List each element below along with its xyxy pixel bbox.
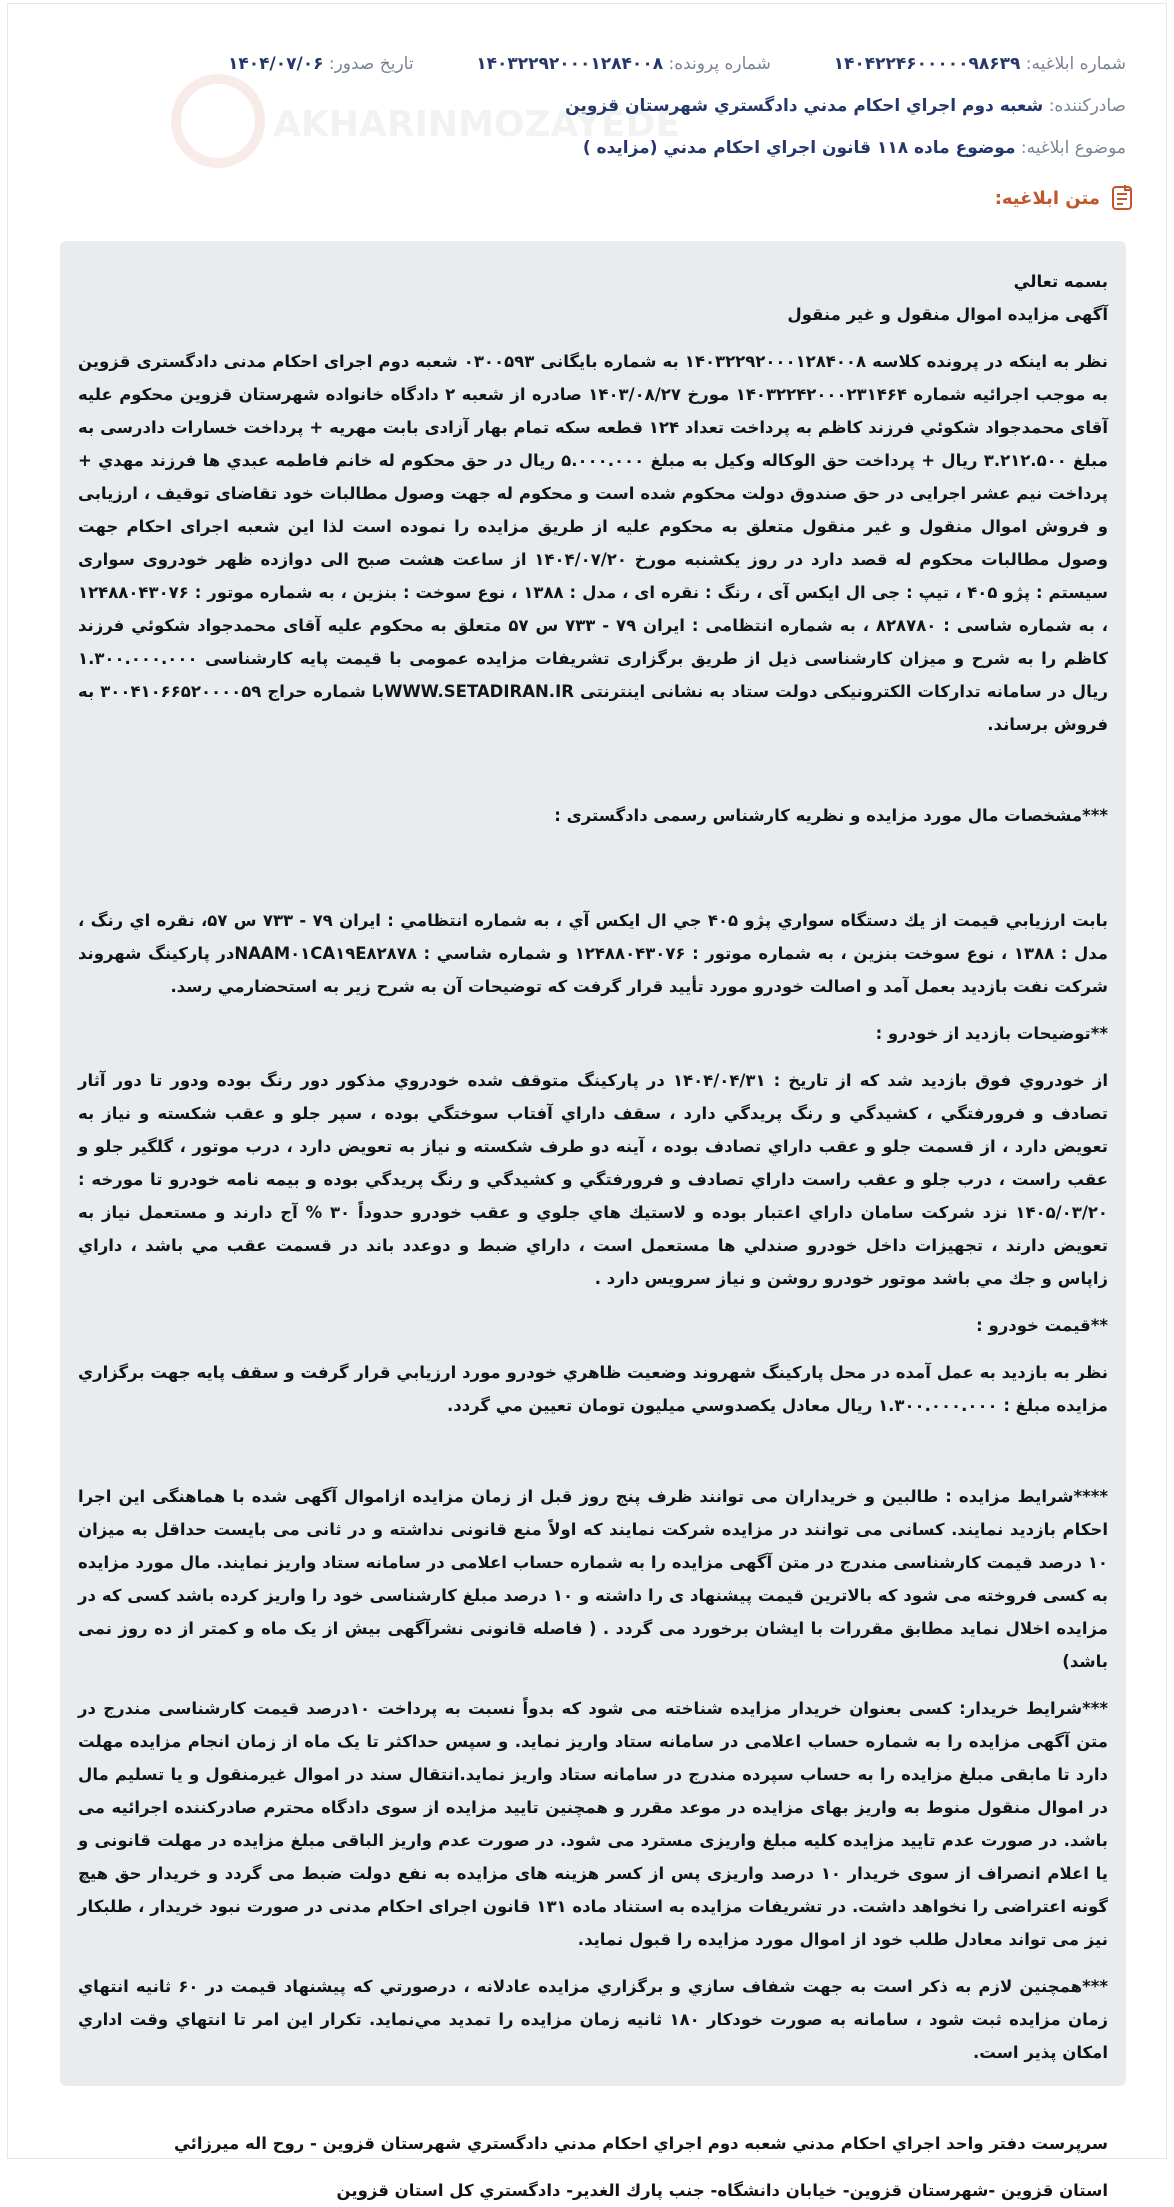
issue-date	[228, 54, 414, 74]
notice-number	[834, 54, 1126, 74]
notice-number-value: ۱۴۰۴۲۲۴۶۰۰۰۰۰۹۸۶۳۹	[833, 54, 1021, 74]
heading-bismillah: بسمه تعالي	[1013, 272, 1108, 291]
paragraph-price: نظر به بازديد به عمل آمده در محل پاركينگ شهروند وضعيت ظاهري خودرو مورد ارزيابي قرار گرفت و سقف پايه جهت برگزاري مزايده مبلغ : ۱.۳۰۰.۰۰۰.۰۰۰ ريال معادل يكصدوسي ميليون تومان تعيين مي گردد.	[78, 1363, 1108, 1415]
subject	[8, 138, 1166, 158]
notice-page	[7, 3, 1167, 2200]
section-title-inspection: **توضيحات بازديد از خودرو :	[875, 1024, 1108, 1043]
notice-text-heading	[8, 184, 1166, 212]
issue-date-label: تاریخ صدور:	[328, 54, 414, 74]
watermark-text: AKHARINMOZAYEDE	[273, 104, 681, 145]
issue-date-value: ۱۴۰۴/۰۷/۰۶	[228, 54, 324, 74]
paragraph-extension: ***همچنين لازم به ذكر است به جهت شفاف سازي و برگزاري مزايده عادلانه ، درصورتي كه پيشنهاد قيمت در ۶۰ ثانيه انتهاي زمان مزايده ثبت شود ، سامانه به صورت خودكار ۱۸۰ ثانيه زمان مزايده را تمديد مي‌نمايد. تكرار اين امر تا انتهاي وقت اداري امكان پذير است.	[78, 1977, 1108, 2062]
notice-body	[60, 241, 1126, 2200]
document-icon	[1110, 184, 1134, 212]
issuer	[8, 96, 1166, 116]
paragraph-intro: نظر به اینکه در پرونده کلاسه ۱۴۰۳۲۲۹۲۰۰۰۱۲۸۴۰۰۸ به شماره بایگانی ۰۳۰۰۵۹۳ شعبه دوم اجرای احکام مدنی دادگستری قزوین به موجب اجرائیه شماره ۱۴۰۳۲۲۴۲۰۰۰۲۳۱۴۶۴ مورخ ۱۴۰۳/۰۸/۲۷ صادره از شعبه ۲ دادگاه خانواده شهرستان قزوین محکوم علیه آقای محمدجواد شکوئي فرزند کاظم به پرداخت تعداد ۱۲۴ قطعه سکه تمام بهار آزادی بابت مهریه + پرداخت خسارات دادرسی به مبلغ ۳.۲۱۲.۵۰۰ ریال + پرداخت حق الوكاله وكيل به مبلغ ۵.۰۰۰.۰۰۰ ريال در حق محكوم له خانم فاطمه عبدي ها فرزند مهدي + پرداخت نیم عشر اجرایی در حق صندوق دولت محکوم شده است و محکوم له جهت وصول مطالبات خود تقاضای توقیف ، ارزیابی و فروش اموال منقول و غیر منقول متعلق به محکوم علیه از طریق مزایده را نموده است لذا این شعبه اجرای احکام جهت وصول مطالبات محکوم له قصد دارد در روز یکشنبه مورخ ۱۴۰۴/۰۷/۲۰ از ساعت هشت صبح الی دوازده ظهر خودروی سواری سیستم : پژو ۴۰۵ ، تیپ : جی ال ایکس آی ، رنگ : نقره ای ، مدل : ۱۳۸۸ ، نوع سوخت : بنزین ، به شماره موتور : ۱۲۴۸۸۰۴۳۰۷۶ ، به شماره شاسی : ۸۲۸۷۸۰ ، به شماره انتظامی : ایران ۷۹ - ۷۳۳ س ۵۷ متعلق به محکوم علیه آقای محمدجواد شکوئي فرزند کاظم را به شرح و میزان کارشناسی ذیل از طریق برگزاری تشریفات مزایده عمومی با قیمت پایه کارشناسی ۱.۳۰۰.۰۰۰.۰۰۰ ریال در سامانه تدارکات الکترونیکی دولت ستاد به نشانی اینترنتی WWW.SETADIRAN.IRبا شماره حراج ۳۰۰۴۱۰۶۶۵۲۰۰۰۰۵۹ به فروش برساند.	[78, 352, 1108, 734]
issuer-label: صادرکننده:	[1048, 96, 1126, 116]
signature-line: سرپرست دفتر واحد اجراي احكام مدني شعبه دوم اجراي احكام مدني دادگستري شهرستان قزوين - روح اله ميرزائي	[173, 2134, 1108, 2153]
heading-auction-title: آگهی مزایده اموال منقول و غیر منقول	[787, 305, 1108, 324]
paragraph-buyer-terms: ***شرایط خریدار: کسی بعنوان خریدار مزایده شناخته می شود که بدواً نسبت به پرداخت ۱۰درصد قیمت کارشناسی مندرج در متن آگهی مزایده را به شماره حساب اعلامی در سامانه ستاد واریز نماید. و سپس حداکثر تا یک ماه از زمان انجام مزایده مهلت دارد تا مابقی مبلغ مزایده را به حساب سپرده مندرج در سامانه ستاد واریز نماید.انتقال سند در اموال غیرمنقول و یا تسلیم مال در اموال منقول منوط به واریز بهای مزایده در موعد مقرر و همچنین تایید مزایده از سوی دادگاه محترم صادرکننده اجرائیه می باشد. در صورت عدم تایید مزایده کلیه مبلغ واریزی مسترد می شود. در صورت عدم واریز الباقی مبلغ مزایده در مهلت قانونی و یا اعلام انصراف از سوی خریدار ۱۰ درصد واریزی پس از کسر هزینه های مزایده به نفع دولت ضبط می گردد و خریدار حق هیچ گونه اعتراضی را نخواهد داشت. در تشریفات مزایده به استناد ماده ۱۳۱ قانون اجرای احکام مدنی در صورت نبود خریدار ، طلبکار نیز می تواند معادل طلب خود از اموال مورد مزایده را قبول نماید.	[78, 1699, 1108, 1949]
section-title-specs: ***مشخصات مال مورد مزایده و نظریه کارشناس رسمی دادگستری :	[554, 806, 1108, 825]
case-number	[476, 54, 771, 74]
watermark-logo	[158, 66, 681, 186]
subject-value: موضوع ماده ۱۱۸ قانون اجراي احکام مدني (مزايده )	[582, 138, 1016, 158]
notice-number-label: شماره ابلاغیه:	[1025, 54, 1126, 74]
address-line: استان قزوين -شهرستان قزوين- خيابان دانشگاه- جنب پارك الغدير- دادگستري كل استان قزوين	[336, 2181, 1108, 2200]
notice-text-label: متن ابلاغیه:	[994, 187, 1100, 209]
paragraph-inspection: از خودروي فوق بازديد شد كه از تاريخ : ۱۴۰۴/۰۴/۳۱ در پاركينگ متوقف شده خودروي مذكور دور رنگ بوده ودور تا دور آثار تصادف و فرورفتگي ، كشيدگي و رنگ پريدگي دارد ، سقف داراي آفتاب سوختگي بوده ، سپر جلو و عقب شكسته و نياز به تعويض دارد ، از قسمت جلو و عقب داراي تصادف بوده ، آينه دو طرف شكسته و نياز به تعويض دارد ، درب موتور ، گلگير جلو و عقب راست ، درب جلو و عقب راست داراي تصادف و فرورفتگي و كشيدگي و رنگ پريدگي بوده و بيمه نامه خودرو تا مورخه : ۱۴۰۵/۰۳/۲۰ نزد شركت سامان داراي اعتبار بوده و لاستيك هاي جلوي و عقب خودرو حدوداً ۳۰ % آج دارند و مستعمل نياز به تعويض دارند ، تجهيزات داخل خودرو صندلي ها مستعمل است ، داراي ضبط و دوعدد باند در قسمت عقب مي باشد ، داراي زاپاس و جك مي باشد موتور خودرو روشن و نياز سرويس دارد .	[78, 1071, 1108, 1288]
paragraph-auction-terms: ****شرایط مزایده : طالبین و خریداران می توانند ظرف پنج روز قبل از زمان مزایده ازاموال آگهی شده با هماهنگی این اجرا احکام بازدید نمایند. کسانی می توانند در مزایده شرکت نمایند که اولاً منع قانونی نداشته و در ثانی می بایست حداقل به میزان ۱۰ درصد قیمت کارشناسی مندرج در متن آگهی مزایده را به شماره حساب اعلامی در سامانه ستاد واریز نمایند. مال مورد مزایده به کسی فروخته می شود که بالاترین قیمت پیشنهاد ی را داشته و ۱۰ درصد مبلغ کارشناسی خود را واریز کرده باشد کسی که در مزایده اخلال نماید مطابق مقررات با ایشان برخورد می گردد . ( فاصله قانونی نشرآگهی بیش از یک ماه و کمتر از ده روز نمی باشد)	[78, 1487, 1109, 1671]
case-number-value: ۱۴۰۳۲۲۹۲۰۰۰۱۲۸۴۰۰۸	[476, 54, 664, 74]
meta-row	[8, 54, 1166, 74]
issuer-value: شعبه دوم اجراي احکام مدني دادگستري شهرستان قزوين	[565, 96, 1044, 116]
subject-label: موضوع ابلاغیه:	[1020, 138, 1126, 158]
paragraph-valuation: بابت ارزيابي قيمت از يك دستگاه سواري پژو ۴۰۵ جي ال ايكس آي ، به شماره انتظامي : ايران ۷۹ - ۷۳۳ س ۵۷، نقره اي رنگ ، مدل : ۱۳۸۸ ، نوع سوخت بنزين ، به شماره موتور : ۱۲۴۸۸۰۴۳۰۷۶ و شماره شاسي : NAAM۰۱CA۱۹E۸۲۸۷۸در پاركينگ شهروند شركت نفت بازديد بعمل آمد و اصالت خودرو مورد تأييد قرار گرفت كه توضيحات آن به شرح زير به استحضارمي رسد.	[78, 911, 1109, 996]
section-title-price: **قيمت خودرو :	[976, 1316, 1108, 1335]
case-number-label: شماره پرونده:	[668, 54, 771, 74]
